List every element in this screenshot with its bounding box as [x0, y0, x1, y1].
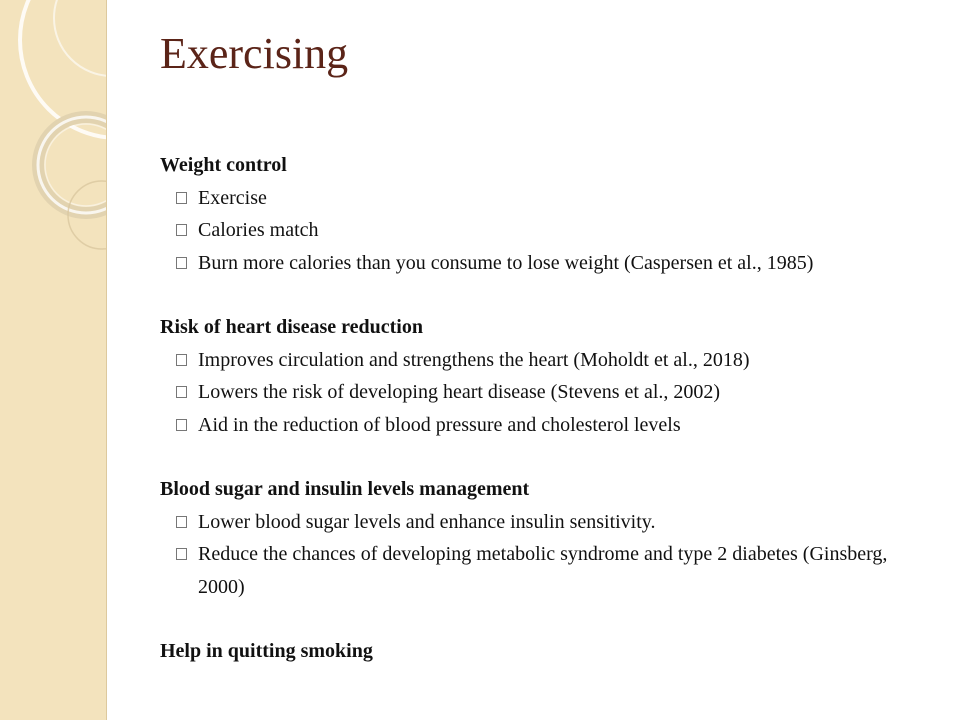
- bullet-item: [160, 344, 900, 377]
- bullet-item: [160, 214, 900, 247]
- decorative-sidebar: [0, 0, 107, 720]
- section-heading: Blood sugar and insulin levels management: [160, 478, 530, 500]
- bullet-text: Exercise: [198, 186, 267, 209]
- bullet-item: [160, 506, 900, 539]
- hollow-square-bullet-icon: [176, 354, 187, 366]
- bullet-text: Lowers the risk of developing heart disease (Stevens et al., 2002): [198, 381, 721, 403]
- bullet-item: [160, 409, 900, 442]
- bullet-text: Lower blood sugar levels and enhance insulin sensitivity.: [198, 510, 656, 533]
- hollow-square-bullet-icon: [176, 257, 187, 269]
- section-heading: Weight control: [160, 154, 287, 176]
- section-heading: Risk of heart disease reduction: [160, 316, 423, 338]
- bullet-item: [160, 376, 900, 409]
- section: [160, 635, 900, 668]
- bullet-text: Aid in the reduction of blood pressure and cholesterol levels: [198, 413, 681, 436]
- decorative-circles: [0, 0, 106, 720]
- hollow-square-bullet-icon: [176, 386, 187, 398]
- section-heading: Help in quitting smoking: [160, 640, 373, 662]
- hollow-square-bullet-icon: [176, 516, 187, 528]
- bullet-text: Burn more calories than you consume to lose weight (Caspersen et al., 1985): [198, 251, 814, 274]
- hollow-square-bullet-icon: [176, 548, 187, 560]
- section: [160, 149, 900, 279]
- bullet-item: [160, 182, 900, 215]
- slide-content: [160, 149, 900, 668]
- bullet-text: Improves circulation and strengthens the heart (Moholdt et al., 2018): [198, 348, 750, 371]
- bullet-item: [160, 247, 900, 280]
- slide-title: Exercising: [160, 29, 349, 78]
- hollow-square-bullet-icon: [176, 419, 187, 431]
- hollow-square-bullet-icon: [176, 192, 187, 204]
- bullet-text: Calories match: [198, 219, 319, 241]
- bullet-text: Reduce the chances of developing metabolic syndrome and type 2 diabetes (Ginsberg, 2000): [198, 543, 888, 598]
- section: [160, 311, 900, 441]
- section: [160, 473, 900, 603]
- hollow-square-bullet-icon: [176, 224, 187, 236]
- bullet-item: [160, 538, 900, 603]
